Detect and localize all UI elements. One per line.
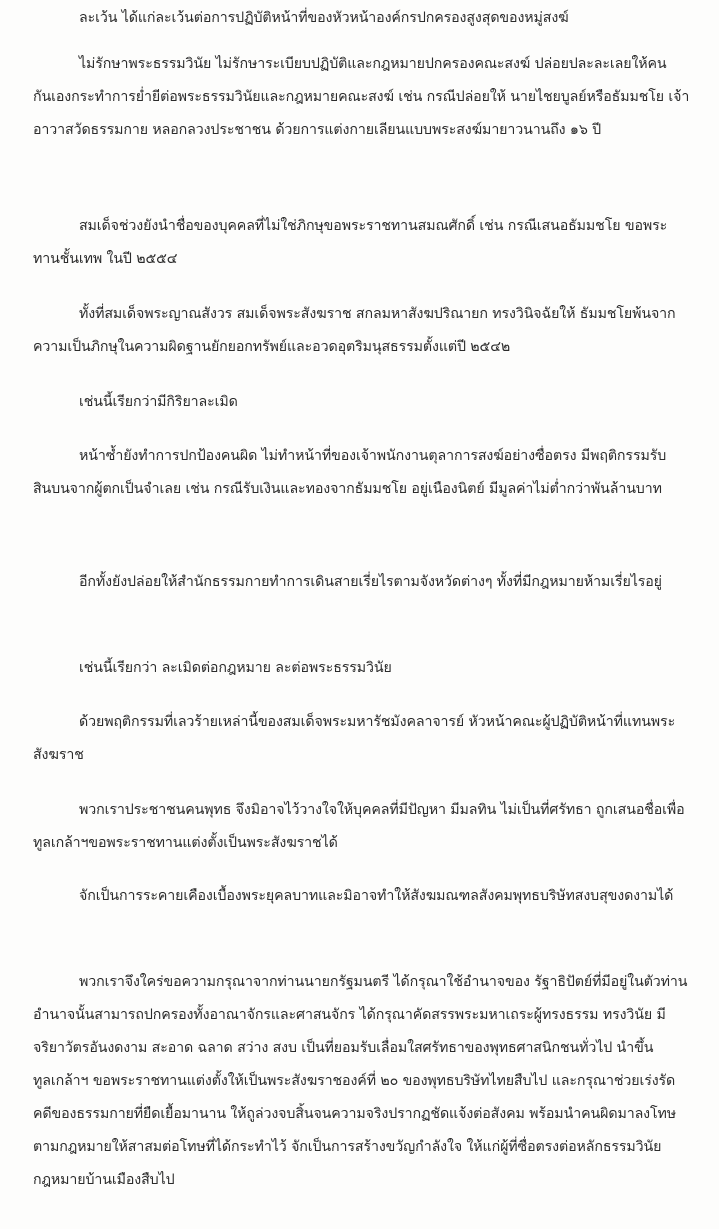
- paragraph-10: พวกเราประชาชนคนพุทธ จึงมิอาจไว้วางใจให้บุคคลที่มีปัญหา มีมลทิน ไม่เป็นที่ศรัทธา ถูกเสนอชื่อเพื่อทูลเกล้าฯขอพระราชทานแต่งตั้งเป็นพระสังฆราชได้: [33, 802, 685, 851]
- paragraph-9: ด้วยพฤติกรรมที่เลวร้ายเหล่านี้ของสมเด็จพระมหารัชมังคลาจารย์ หัวหน้าคณะผู้ปฏิบัติหน้าที่แทนพระสังฆราช: [33, 714, 676, 763]
- paragraph-7: อีกทั้งยังปล่อยให้สำนักธรรมกายทำการเดินสายเรี่ยไรตามจังหวัดต่างๆ ทั้งที่มีกฎหมายห้ามเรี่ยไรอยู่: [79, 574, 662, 590]
- paragraph-3: สมเด็จช่วงยังนำชื่อของบุคคลที่ไม่ใช่ภิกษุขอพระราชทานสมณศักดิ์ เช่น กรณีเสนอธัมมชโย ขอพระทานชั้นเทพ ในปี ๒๕๕๔: [33, 218, 668, 267]
- paragraph-8: เช่นนี้เรียกว่า ละเมิดต่อกฎหมาย ละต่อพระธรรมวินัย: [79, 660, 392, 676]
- paragraph-11: จักเป็นการระคายเคืองเบื้องพระยุคลบาทและมิอาจทำให้สังฆมณฑลสังคมพุทธบริษัทสงบสุขงดงามได้: [79, 888, 674, 904]
- paragraph-1: ละเว้น ได้แก่ละเว้นต่อการปฏิบัติหน้าที่ของหัวหน้าองค์กรปกครองสูงสุดของหมู่สงฆ์: [79, 10, 569, 26]
- paragraph-4: ทั้งที่สมเด็จพระญาณสังวร สมเด็จพระสังฆราช สกลมหาสังฆปริณายก ทรงวินิจฉัยให้ ธัมมชโยพ้นจากความเป็นภิกษุในความผิดฐานยักยอกทรัพย์และอวดอุตริมนุสธรรมตั้งแต่ปี ๒๕๔๒: [33, 306, 676, 355]
- paragraph-5: เช่นนี้เรียกว่ามีกิริยาละเมิด: [79, 394, 238, 410]
- paragraph-2: ไม่รักษาพระธรรมวินัย ไม่รักษาระเบียบปฏิบัติและกฎหมายปกครองคณะสงฆ์ ปล่อยปละละเลยให้คนกันเองกระทำการย่ำยีต่อพระธรรมวินัยและกฎหมายคณะสงฆ์ เช่น กรณีปล่อยให้ นายไชยบูลย์หรือธัมมชโย เจ้าอาวาสวัดธรรมกาย หลอกลวงประชาชน ด้วยการแต่งกายเลียนแบบพระสงฆ์มายาวนานถึง ๑๖ ปี: [33, 56, 690, 138]
- paragraph-12: พวกเราจึงใคร่ขอความกรุณาจากท่านนายกรัฐมนตรี ได้กรุณาใช้อำนาจของ รัฐาธิปัตย์ที่มีอยู่ในตัวท่าน อำนาจนั้นสามารถปกครองทั้งอาณาจักรและศาสนจักร ได้กรุณาคัดสรรพระมหาเถระผู้ทรงธรรม ทรงวินัย มีจริยาวัตรอันงดงาม สะอาด ฉลาด สว่าง สงบ เป็นที่ยอมรับเลื่อมใสศรัทธาของพุทธศาสนิกชนทั่วไป นำขึ้นทูลเกล้าฯ ขอพระราชทานแต่งตั้งให้เป็นพระสังฆราชองค์ที่ ๒๐ ของพุทธบริษัทไทยสืบไป และกรุณาช่วยเร่งรัดคดีของธรรมกายที่ยืดเยื้อมานาน ให้ถูล่วงจบสิ้นจนความจริงปรากฏชัดแจ้งต่อสังคม พร้อมนำคนผิดมาลงโทษตามกฎหมายให้สาสมต่อโทษที่ได้กระทำไว้ จักเป็นการสร้างขวัญกำลังใจ ให้แก่ผู้ที่ซื่อตรงต่อหลักธรรมวินัย กฎหมายบ้านเมืองสืบไป: [33, 974, 688, 1188]
- paragraph-6: หน้าซ้ำยังทำการปกป้องคนผิด ไม่ทำหน้าที่ของเจ้าพนักงานตุลาการสงฆ์อย่างซื่อตรง มีพฤติกรรมรับสินบนจากผู้ตกเป็นจำเลย เช่น กรณีรับเงินและทองจากธัมมชโย อยู่เนืองนิตย์ มีมูลค่าไม่ต่ำกว่าพันล้านบาท: [33, 448, 667, 497]
